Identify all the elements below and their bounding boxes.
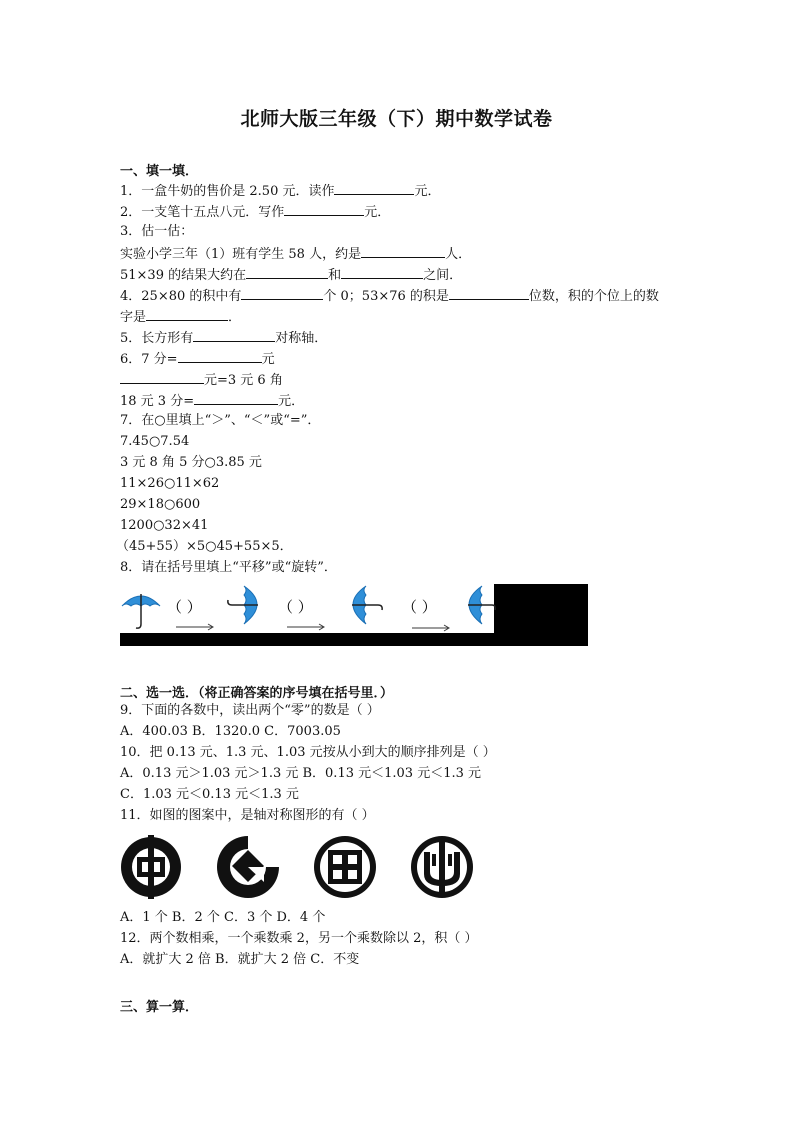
question-11: 11．如图的图案中，是轴对称图形的有（ ） xyxy=(120,808,375,823)
section-1-heading: 一、填一填． xyxy=(120,164,199,179)
question-4-cont: 字是 ． xyxy=(120,310,242,325)
compare-item: 7.45○7.54 xyxy=(120,434,190,449)
section-3-heading: 三、算一算． xyxy=(120,1000,199,1015)
answer-blank[interactable] xyxy=(194,392,278,405)
question-5: 5．长方形有 对称轴． xyxy=(120,331,328,346)
question-7-head: 7．在○里填上“＞”、“＜”或“=”． xyxy=(120,413,321,428)
arrow-icon xyxy=(287,624,324,630)
question-3-line-2: 51×39 的结果大约在 和 之间． xyxy=(120,268,463,283)
answer-blank[interactable] xyxy=(334,182,414,195)
compare-item: （45+55）×5○45+55×5． xyxy=(116,539,293,554)
bank-of-china-logo xyxy=(121,835,181,899)
umbrella-figure-strip xyxy=(120,584,588,646)
agricultural-bank-logo xyxy=(411,836,473,898)
icbc-logo xyxy=(314,836,376,898)
bank-logos xyxy=(120,832,480,902)
question-8-head: 8．请在括号里填上“平移”或“旋转”． xyxy=(120,560,337,575)
paren-blank[interactable]: （ ） xyxy=(167,598,202,616)
question-10: 10．把 0.13 元、1.3 元、1.03 元按从小到大的顺序排列是（ ） xyxy=(120,745,496,760)
arrow-icon xyxy=(176,624,213,630)
answer-blank[interactable] xyxy=(241,287,323,300)
compare-item: 11×26○11×62 xyxy=(120,476,220,491)
answer-blank[interactable] xyxy=(341,266,423,279)
arrow-icon xyxy=(412,625,449,631)
question-3-line-1: 实验小学三年（1）班有学生 58 人，约是 人． xyxy=(120,247,472,262)
compare-item: 29×18○600 xyxy=(120,497,201,512)
answer-blank[interactable] xyxy=(120,371,204,384)
compare-item: 3 元 8 角 5 分○3.85 元 xyxy=(120,455,262,470)
answer-blank[interactable] xyxy=(284,203,364,216)
question-1: 1．一盒牛奶的售价是 2.50 元．读作 元． xyxy=(120,184,441,199)
question-12: 12．两个数相乘，一个乘数乘 2，另一个乘数除以 2，积（ ） xyxy=(120,931,478,946)
question-12-options: A．就扩大 2 倍 B．就扩大 2 倍 C．不变 xyxy=(120,952,360,967)
question-6-line-2: 元=3 元 6 角 xyxy=(120,371,283,389)
answer-blank[interactable] xyxy=(146,308,228,321)
question-4: 4．25×80 的积中有 个 0；53×76 的积是 位数，积的个位上的数 xyxy=(120,289,659,304)
question-3-head: 3．估一估： xyxy=(120,224,194,239)
answer-blank[interactable] xyxy=(449,287,529,300)
question-9: 9．下面的各数中，读出两个“零”的数是（ ） xyxy=(120,703,380,718)
umbrella-icon xyxy=(228,586,258,624)
question-11-options: A．1 个 B．2 个 C．3 个 D．4 个 xyxy=(120,910,326,925)
question-6-line-1: 6．7 分= 元 xyxy=(120,352,275,367)
question-10-options-ab: A．0.13 元＞1.03 元＞1.3 元 B．0.13 元＜1.03 元＜1.3 元 xyxy=(120,766,481,781)
umbrella-icon xyxy=(122,594,160,628)
black-bar xyxy=(120,632,588,646)
answer-blank[interactable] xyxy=(193,329,275,342)
compare-item: 1200○32×41 xyxy=(120,518,209,533)
answer-blank[interactable] xyxy=(178,350,262,363)
umbrella-icon xyxy=(468,586,495,624)
question-6-line-3: 18 元 3 分= 元． xyxy=(120,394,305,409)
construction-bank-logo xyxy=(217,834,280,898)
page-title: 北师大版三年级（下）期中数学试卷 xyxy=(240,108,553,130)
section-2-heading: 二、选一选．（将正确答案的序号填在括号里．） xyxy=(120,686,394,701)
paren-blank[interactable]: （ ） xyxy=(278,598,313,616)
umbrella-icon xyxy=(352,586,382,624)
question-10-option-c: C．1.03 元＜0.13 元＜1.3 元 xyxy=(120,787,299,802)
answer-blank[interactable] xyxy=(361,245,445,258)
question-9-options: A．400.03 B．1320.0 C．7003.05 xyxy=(120,724,341,739)
paren-blank[interactable]: （ ） xyxy=(402,598,437,616)
question-2: 2．一支笔十五点八元．写作 元． xyxy=(120,205,391,220)
answer-blank[interactable] xyxy=(246,266,328,279)
